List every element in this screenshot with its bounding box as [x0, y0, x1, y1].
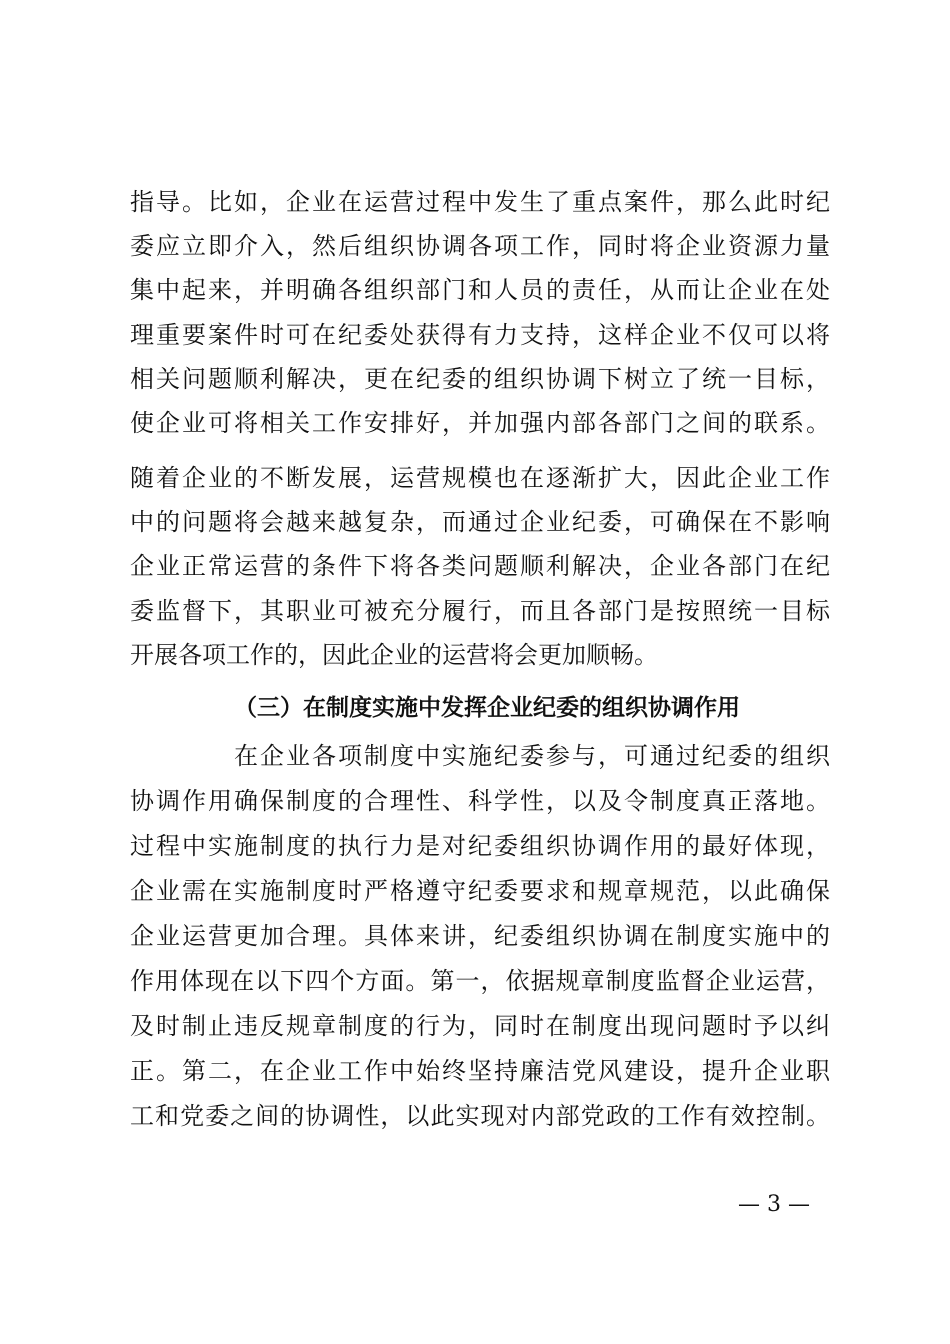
- paragraph-1-line-4: 理重要案件时可在纪委处获得有力支持，这样企业不仅可以将: [130, 321, 830, 349]
- paragraph-2-line-3: 过程中实施制度的执行力是对纪委组织协调作用的最好体现，: [130, 832, 830, 860]
- paragraph-2-line-6: 作用体现在以下四个方面。第一，依据规章制度监督企业运营，: [130, 967, 830, 995]
- paragraph-1-line-3: 集中起来，并明确各组织部门和人员的责任，从而让企业在处: [130, 276, 830, 304]
- paragraph-2-line-2: 协调作用确保制度的合理性、科学性，以及令制度真正落地。: [130, 787, 830, 815]
- paragraph-2-line-5: 企业运营更加合理。具体来讲，纪委组织协调在制度实施中的: [130, 922, 830, 950]
- paragraph-1-line-8: 中的问题将会越来越复杂，而通过企业纪委，可确保在不影响: [130, 508, 830, 536]
- paragraph-1-line-2: 委应立即介入，然后组织协调各项工作，同时将企业资源力量: [130, 232, 830, 260]
- paragraph-1-line-9: 企业正常运营的条件下将各类问题顺利解决，企业各部门在纪: [130, 552, 830, 580]
- page-number: — 3 —: [738, 1192, 810, 1217]
- paragraph-2-line-9: 工和党委之间的协调性，以此实现对内部党政的工作有效控制。: [130, 1102, 830, 1130]
- paragraph-2-line-7: 及时制止违反规章制度的行为，同时在制度出现问题时予以纠: [130, 1012, 830, 1040]
- section-heading: （三）在制度实施中发挥企业纪委的组织协调作用: [234, 695, 740, 721]
- paragraph-1-line-10: 委监督下，其职业可被充分履行，而且各部门是按照统一目标: [130, 597, 830, 625]
- paragraph-1-line-11: 开展各项工作的，因此企业的运营将会更加顺畅。: [130, 641, 658, 669]
- paragraph-2-line-1: 在企业各项制度中实施纪委参与，可通过纪委的组织: [234, 742, 830, 770]
- paragraph-1-line-5: 相关问题顺利解决，更在纪委的组织协调下树立了统一目标，: [130, 365, 830, 393]
- paragraph-2-line-8: 正。第二，在企业工作中始终坚持廉洁党风建设，提升企业职: [130, 1057, 830, 1085]
- paragraph-1-line-6: 使企业可将相关工作安排好，并加强内部各部门之间的联系。: [130, 409, 830, 437]
- paragraph-2-line-4: 企业需在实施制度时严格遵守纪委要求和规章规范，以此确保: [130, 877, 830, 905]
- paragraph-1-line-7: 随着企业的不断发展，运营规模也在逐渐扩大，因此企业工作: [130, 464, 830, 492]
- paragraph-1-line-1: 指导。比如，企业在运营过程中发生了重点案件，那么此时纪: [130, 188, 830, 216]
